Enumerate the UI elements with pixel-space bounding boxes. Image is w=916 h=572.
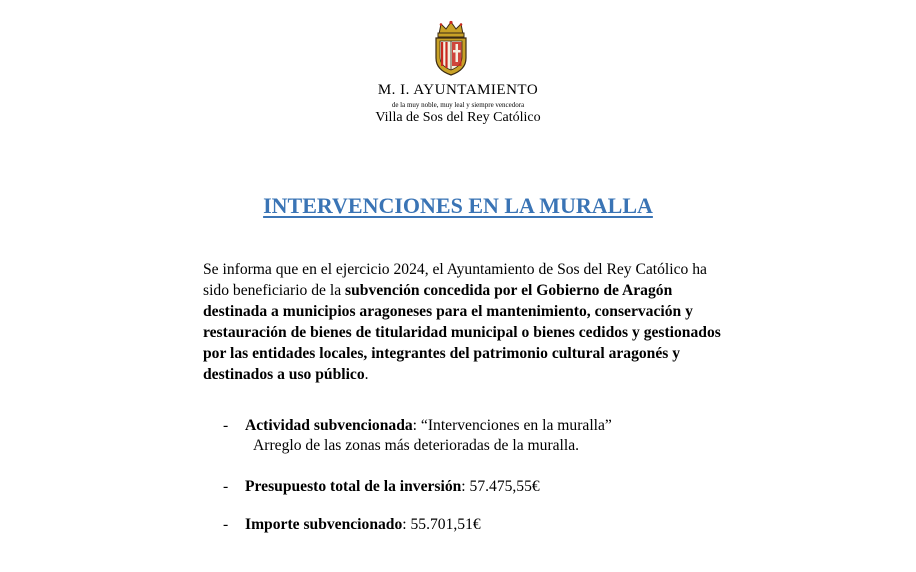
coat-of-arms-logo (433, 20, 469, 76)
item-label: Presupuesto total de la inversión (245, 478, 462, 495)
list-bullet: - (223, 478, 229, 495)
list-item-activity-detail: Arreglo de las zonas más deterioradas de la muralla. (253, 437, 580, 454)
organization-name: M. I. AYUNTAMIENTO (377, 82, 539, 98)
organization-town: Villa de Sos del Rey Católico (375, 110, 541, 125)
intro-paragraph (203, 259, 723, 385)
document-title: INTERVENCIONES EN LA MURALLA (263, 193, 653, 218)
item-value: : 57.475,55€ (461, 478, 540, 495)
intro-text-end: . (364, 366, 369, 383)
intro-text-bold: subvención concedida por el Gobierno de Aragón destinada a municipios aragoneses para el mantenimiento, conservación y restauración de bienes de titularidad municipal o bienes cedidos y gestionados por las entidades locales, integrantes del patrimonio cultural aragonés y destinados a uso público (203, 282, 721, 383)
list-item-activity (223, 415, 612, 436)
list-item-subsidy (223, 514, 481, 535)
list-bullet: - (223, 417, 229, 434)
item-value: : “Intervenciones en la muralla” (412, 417, 612, 434)
list-item-budget (223, 476, 540, 497)
organization-motto: de la muy noble, muy leal y siempre vencedora (391, 101, 525, 109)
item-label: Importe subvencionado (245, 516, 403, 533)
item-label: Actividad subvencionada (245, 417, 413, 434)
intro-text-plain: Se informa que en el ejercicio 2024, el Ayuntamiento de Sos del Rey Católico ha sido beneficiario de la (203, 261, 707, 299)
item-value: : 55.701,51€ (402, 516, 481, 533)
list-bullet: - (223, 516, 229, 533)
